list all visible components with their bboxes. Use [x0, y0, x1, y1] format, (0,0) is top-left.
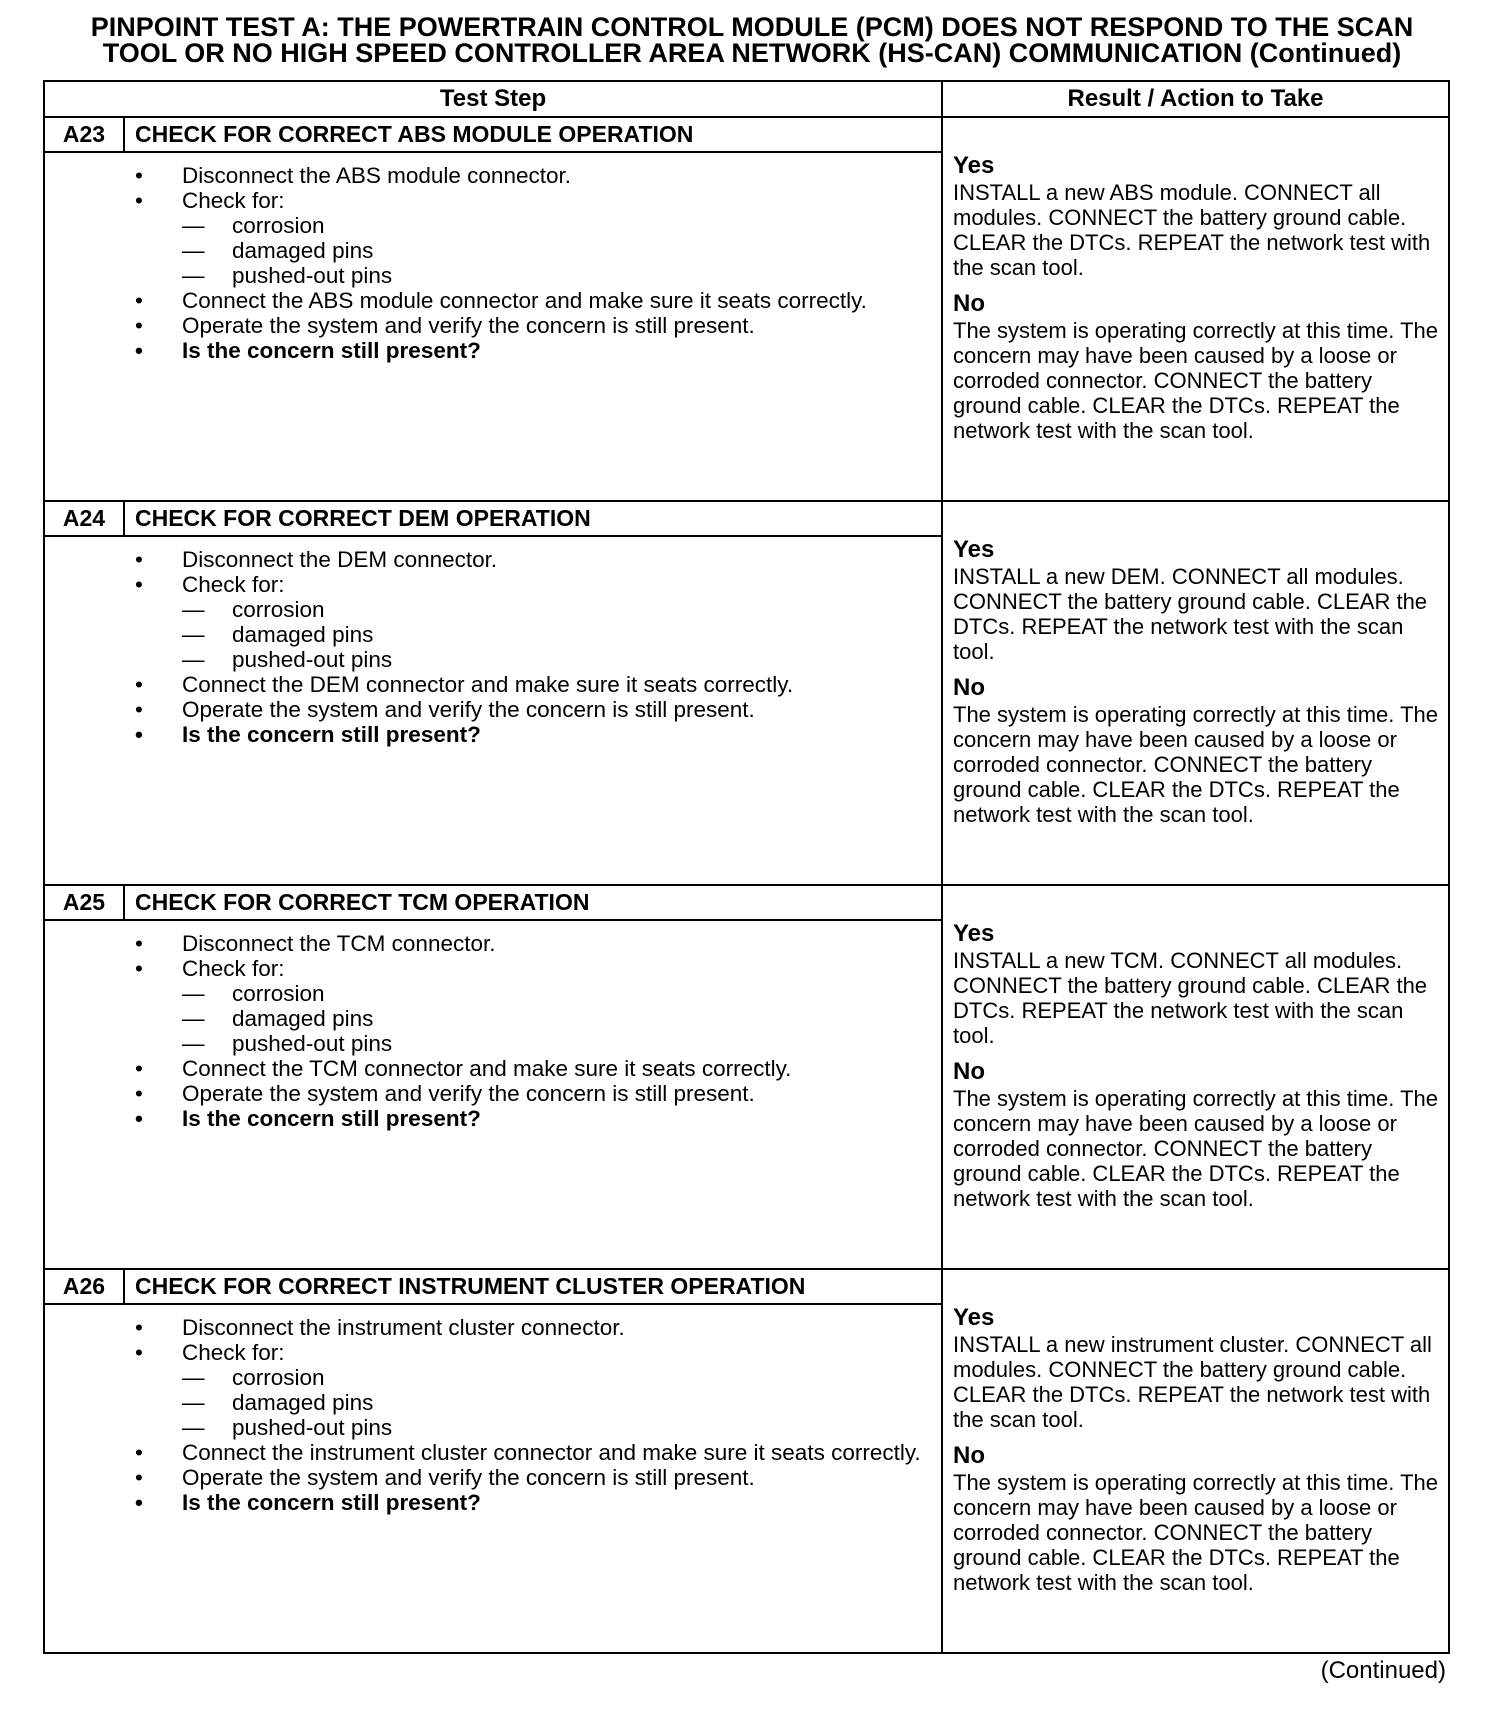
column-header-result: Result / Action to Take [942, 81, 1449, 117]
step-header-row [44, 1269, 1449, 1304]
no-label: No [953, 674, 985, 701]
question-text: Is the concern still present? [182, 1490, 481, 1515]
list-item: • Check for: — corrosion — damaged pins — pushed-out pins [135, 956, 941, 1056]
list-item-text: Disconnect the instrument cluster connector. [182, 1315, 625, 1340]
check-item-text: damaged pins [232, 622, 374, 647]
list-item: • Connect the DEM connector and make sure it seats correctly. [135, 672, 794, 697]
check-item-text: corrosion [232, 981, 325, 1006]
check-item-text: damaged pins [232, 238, 374, 263]
step-id: A23 [44, 117, 124, 152]
question-item: • Is the concern still present? [135, 1106, 481, 1131]
step-result [942, 117, 1449, 501]
check-item-text: corrosion [232, 1365, 325, 1390]
no-action: The system is operating correctly at this time. The concern may have been caused by a loose or corroded connector. CONNECT the battery ground cable. CLEAR the DTCs. REPEAT the network test with the scan tool. [953, 1470, 1438, 1595]
question-text: Is the concern still present? [182, 1106, 481, 1131]
list-item-text: Connect the ABS module connector and make sure it seats correctly. [182, 288, 867, 313]
step-title: CHECK FOR CORRECT INSTRUMENT CLUSTER OPERATION [124, 1269, 942, 1304]
check-item-text: corrosion [232, 213, 325, 238]
step-instructions [44, 920, 942, 1269]
check-list [182, 597, 941, 672]
yes-action: INSTALL a new ABS module. CONNECT all modules. CONNECT the battery ground cable. CLEAR the DTCs. REPEAT the network test with the scan tool. [953, 180, 1431, 280]
check-item-text: pushed-out pins [232, 1415, 393, 1440]
check-item: — damaged pins [182, 238, 374, 263]
yes-action: INSTALL a new TCM. CONNECT all modules. CONNECT the battery ground cable. CLEAR the DTCs. REPEAT the network test with the scan tool. [953, 948, 1428, 1048]
check-item-text: corrosion [232, 597, 325, 622]
list-item-text: Operate the system and verify the concern is still present. [182, 313, 755, 338]
list-item-text: Check for: [182, 956, 285, 981]
step-instructions [44, 152, 942, 501]
check-item: — corrosion [182, 1365, 325, 1390]
list-item: • Connect the instrument cluster connector and make sure it seats correctly. [135, 1440, 921, 1465]
step-header-row [44, 117, 1449, 152]
list-item-text: Operate the system and verify the concern is still present. [182, 1081, 755, 1106]
list-item-text: Disconnect the DEM connector. [182, 547, 498, 572]
step-id: A25 [44, 885, 124, 920]
step-list [45, 1315, 941, 1515]
question-text: Is the concern still present? [182, 722, 481, 747]
table-header-row [44, 81, 1449, 117]
no-action: The system is operating correctly at this time. The concern may have been caused by a loose or corroded connector. CONNECT the battery ground cable. CLEAR the DTCs. REPEAT the network test with the scan tool. [953, 1086, 1438, 1211]
step-result [942, 501, 1449, 885]
list-item-text: Connect the DEM connector and make sure it seats correctly. [182, 672, 794, 697]
yes-label: Yes [953, 536, 995, 563]
check-item: — corrosion [182, 597, 325, 622]
check-item: — damaged pins [182, 1390, 374, 1415]
step-list [45, 547, 941, 747]
check-item: — pushed-out pins [182, 1031, 393, 1056]
list-item: • Connect the TCM connector and make sure it seats correctly. [135, 1056, 792, 1081]
step-title: CHECK FOR CORRECT ABS MODULE OPERATION [124, 117, 942, 152]
list-item-text: Connect the instrument cluster connector and make sure it seats correctly. [182, 1440, 921, 1465]
list-item: • Operate the system and verify the concern is still present. [135, 1465, 755, 1490]
step-id: A26 [44, 1269, 124, 1304]
no-label: No [953, 1058, 985, 1085]
list-item: • Operate the system and verify the concern is still present. [135, 697, 755, 722]
pinpoint-test-table [43, 80, 1450, 1654]
page-title [0, 14, 1504, 66]
continued-note: (Continued) [1320, 1657, 1446, 1684]
list-item-text: Connect the TCM connector and make sure it seats correctly. [182, 1056, 792, 1081]
no-action: The system is operating correctly at this time. The concern may have been caused by a loose or corroded connector. CONNECT the battery ground cable. CLEAR the DTCs. REPEAT the network test with the scan tool. [953, 702, 1438, 827]
list-item: • Disconnect the ABS module connector. [135, 163, 571, 188]
list-item: • Disconnect the TCM connector. [135, 931, 496, 956]
list-item: • Check for: — corrosion — damaged pins — pushed-out pins [135, 1340, 941, 1440]
list-item-text: Check for: [182, 572, 285, 597]
check-item-text: damaged pins [232, 1006, 374, 1031]
step-header-row [44, 501, 1449, 536]
list-item-text: Disconnect the ABS module connector. [182, 163, 571, 188]
list-item-text: Disconnect the TCM connector. [182, 931, 496, 956]
list-item: • Check for: — corrosion — damaged pins — pushed-out pins [135, 572, 941, 672]
list-item: • Operate the system and verify the concern is still present. [135, 1081, 755, 1106]
step-result [942, 885, 1449, 1269]
step-result [942, 1269, 1449, 1653]
check-list [182, 213, 941, 288]
list-item: • Connect the ABS module connector and make sure it seats correctly. [135, 288, 867, 313]
title-line-1: PINPOINT TEST A: THE POWERTRAIN CONTROL MODULE (PCM) DOES NOT RESPOND TO THE SCAN [90, 12, 1414, 42]
no-action: The system is operating correctly at this time. The concern may have been caused by a loose or corroded connector. CONNECT the battery ground cable. CLEAR the DTCs. REPEAT the network test with the scan tool. [953, 318, 1438, 443]
question-item: • Is the concern still present? [135, 1490, 481, 1515]
check-list [182, 981, 941, 1056]
check-item: — pushed-out pins [182, 1415, 393, 1440]
list-item: • Operate the system and verify the concern is still present. [135, 313, 755, 338]
list-item-text: Check for: [182, 1340, 285, 1365]
list-item-text: Operate the system and verify the concern is still present. [182, 697, 755, 722]
column-header-test-step: Test Step [44, 81, 942, 117]
check-list [182, 1365, 941, 1440]
step-instructions [44, 536, 942, 885]
list-item: • Disconnect the instrument cluster connector. [135, 1315, 625, 1340]
step-title: CHECK FOR CORRECT DEM OPERATION [124, 501, 942, 536]
yes-label: Yes [953, 1304, 995, 1331]
question-item: • Is the concern still present? [135, 338, 481, 363]
step-title: CHECK FOR CORRECT TCM OPERATION [124, 885, 942, 920]
step-instructions [44, 1304, 942, 1653]
question-text: Is the concern still present? [182, 338, 481, 363]
yes-label: Yes [953, 920, 995, 947]
list-item: • Disconnect the DEM connector. [135, 547, 498, 572]
check-item: — damaged pins [182, 622, 374, 647]
check-item-text: pushed-out pins [232, 1031, 393, 1056]
check-item-text: pushed-out pins [232, 263, 393, 288]
no-label: No [953, 290, 985, 317]
yes-label: Yes [953, 152, 995, 179]
check-item: — corrosion [182, 213, 325, 238]
list-item-text: Operate the system and verify the concern is still present. [182, 1465, 755, 1490]
check-item: — pushed-out pins [182, 647, 393, 672]
check-item: — corrosion [182, 981, 325, 1006]
check-item-text: damaged pins [232, 1390, 374, 1415]
no-label: No [953, 1442, 985, 1469]
check-item: — pushed-out pins [182, 263, 393, 288]
step-header-row [44, 885, 1449, 920]
question-item: • Is the concern still present? [135, 722, 481, 747]
yes-action: INSTALL a new instrument cluster. CONNECT all modules. CONNECT the battery ground cable. CLEAR the DTCs. REPEAT the network test with the scan tool. [953, 1332, 1432, 1432]
list-item: • Check for: — corrosion — damaged pins — pushed-out pins [135, 188, 941, 288]
title-line-2: TOOL OR NO HIGH SPEED CONTROLLER AREA NETWORK (HS-CAN) COMMUNICATION (Continued) [102, 38, 1402, 68]
step-list [45, 163, 941, 363]
list-item-text: Check for: [182, 188, 285, 213]
yes-action: INSTALL a new DEM. CONNECT all modules. CONNECT the battery ground cable. CLEAR the DTCs. REPEAT the network test with the scan tool. [953, 564, 1428, 664]
step-list [45, 931, 941, 1131]
step-id: A24 [44, 501, 124, 536]
check-item: — damaged pins [182, 1006, 374, 1031]
check-item-text: pushed-out pins [232, 647, 393, 672]
